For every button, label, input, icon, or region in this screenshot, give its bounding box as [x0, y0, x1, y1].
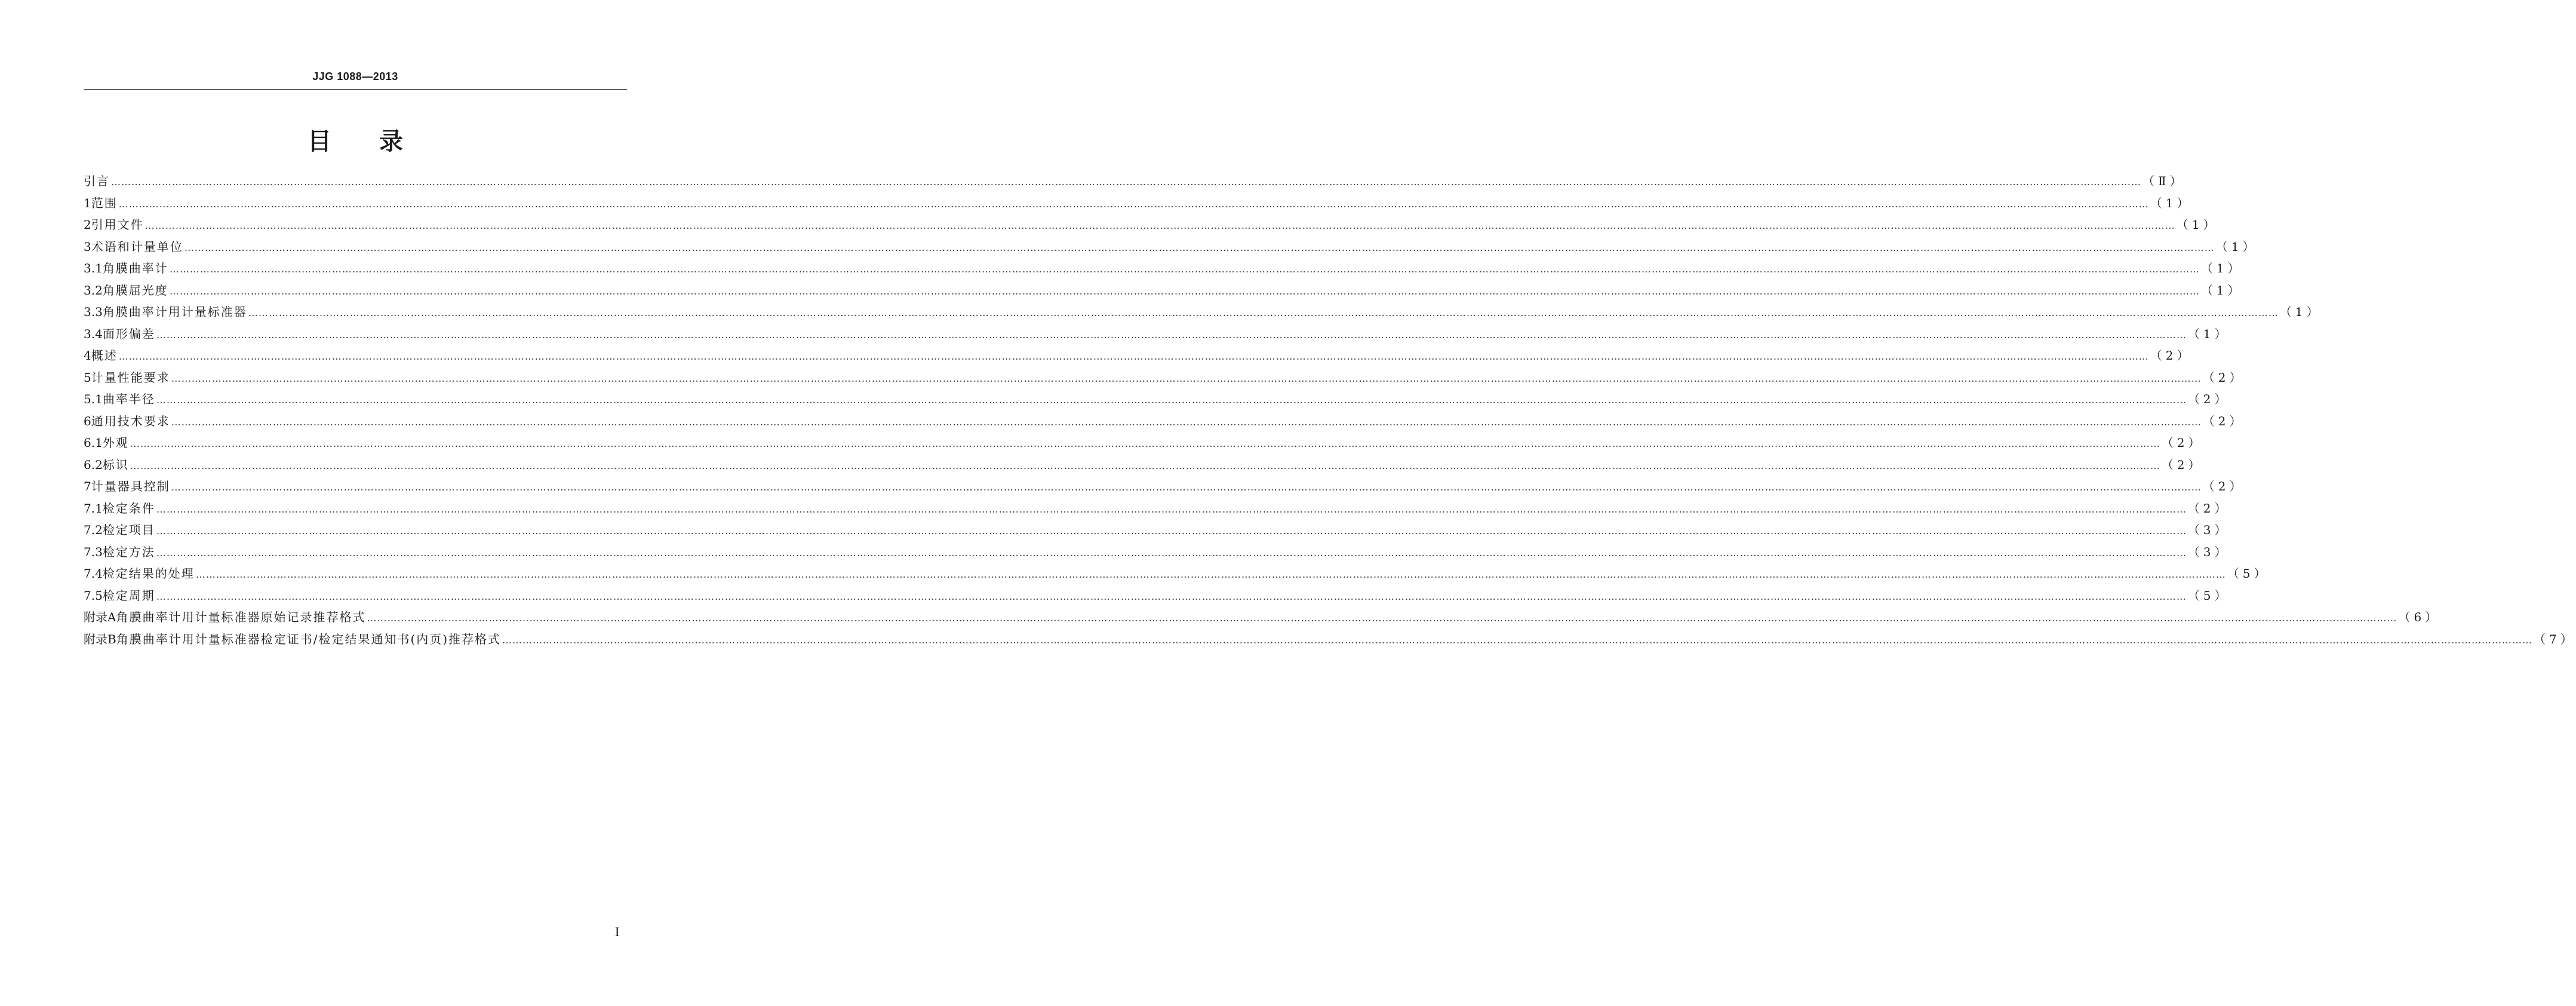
toc-entry-label: 角膜屈光度: [102, 283, 168, 297]
toc-entry-number: 7: [84, 479, 91, 493]
page-number: I: [615, 924, 620, 939]
toc-leader-dots: ……………………………………………………………………………………………………………………………………………………………………………………………………………………………………………………………………………………………………………………………………………………………………………………………………………………………………………………………………………………………………………………………………………………: [195, 569, 2226, 580]
toc-leader-dots: ……………………………………………………………………………………………………………………………………………………………………………………………………………………………………………………………………………………………………………………………………………………………………………………………………………………………………………………………………………………………………………………………………………………: [502, 634, 2533, 646]
document-code-header: JJG 1088—2013: [312, 70, 398, 82]
toc-entry-number: 3: [84, 239, 91, 254]
toc-entry-label: 范围: [91, 195, 118, 210]
toc-leader-dots: ……………………………………………………………………………………………………………………………………………………………………………………………………………………………………………………………………………………………………………………………………………………………………………………………………………………………………………………………………………………………………………………………………………………: [145, 220, 2175, 231]
toc-entry-label: 标识: [102, 457, 129, 472]
toc-entry-page: （Ⅱ）: [2142, 174, 2185, 188]
toc-entry[interactable]: [84, 520, 2230, 542]
toc-entry-number: 3.2: [84, 283, 103, 297]
toc-entry-page: （1）: [2187, 326, 2230, 341]
toc-entry-number: 4: [84, 348, 91, 363]
toc-entry[interactable]: [84, 237, 2258, 259]
toc-entry-number: 6.1: [84, 435, 103, 450]
toc-entry-page: （6）: [2398, 610, 2441, 624]
toc-leader-dots: ……………………………………………………………………………………………………………………………………………………………………………………………………………………………………………………………………………………………………………………………………………………………………………………………………………………………………………………………………………………………………………………………………………………: [130, 438, 2160, 449]
toc-entry-number: 6: [84, 413, 91, 428]
toc-entry-label: 角膜曲率计用计量标准器检定证书/检定结果通知书(内页)推荐格式: [116, 631, 502, 646]
table-of-contents: [84, 171, 2576, 651]
toc-leader-dots: ……………………………………………………………………………………………………………………………………………………………………………………………………………………………………………………………………………………………………………………………………………………………………………………………………………………………………………………………………………………………………………………………………………………: [184, 241, 2215, 253]
toc-leader-dots: ……………………………………………………………………………………………………………………………………………………………………………………………………………………………………………………………………………………………………………………………………………………………………………………………………………………………………………………………………………………………………………………………………………………: [156, 329, 2187, 341]
toc-leader-dots: ……………………………………………………………………………………………………………………………………………………………………………………………………………………………………………………………………………………………………………………………………………………………………………………………………………………………………………………………………………………………………………………………………………………: [118, 351, 2149, 362]
toc-entry[interactable]: [84, 586, 2230, 608]
toc-entry-label: 检定条件: [102, 501, 155, 516]
toc-entry-page: （2）: [2202, 413, 2245, 428]
toc-entry-page: （1）: [2215, 239, 2258, 254]
toc-leader-dots: ……………………………………………………………………………………………………………………………………………………………………………………………………………………………………………………………………………………………………………………………………………………………………………………………………………………………………………………………………………………………………………………………………………………: [111, 176, 2141, 188]
toc-entry-page: （3）: [2187, 523, 2230, 537]
toc-entry-page: （1）: [2200, 283, 2243, 297]
toc-entry[interactable]: [84, 412, 2245, 434]
toc-entry[interactable]: [84, 259, 2243, 281]
toc-entry-number: 附录A: [84, 610, 116, 624]
toc-entry[interactable]: [84, 455, 2204, 477]
toc-entry[interactable]: [84, 608, 2441, 630]
toc-leader-dots: ……………………………………………………………………………………………………………………………………………………………………………………………………………………………………………………………………………………………………………………………………………………………………………………………………………………………………………………………………………………………………………………………………………………: [171, 416, 2202, 428]
toc-entry-label: 引言: [84, 174, 110, 188]
toc-entry[interactable]: [84, 324, 2230, 346]
toc-entry-page: （2）: [2187, 501, 2230, 516]
toc-leader-dots: ……………………………………………………………………………………………………………………………………………………………………………………………………………………………………………………………………………………………………………………………………………………………………………………………………………………………………………………………………………………………………………………………………………………: [156, 547, 2187, 559]
toc-leader-dots: ……………………………………………………………………………………………………………………………………………………………………………………………………………………………………………………………………………………………………………………………………………………………………………………………………………………………………………………………………………………………………………………………………………………: [156, 503, 2187, 515]
toc-entry-label: 术语和计量单位: [91, 239, 183, 254]
toc-entry-number: 7.2: [84, 523, 103, 537]
toc-entry[interactable]: [84, 630, 2576, 652]
toc-entry[interactable]: [84, 346, 2193, 368]
toc-leader-dots: ……………………………………………………………………………………………………………………………………………………………………………………………………………………………………………………………………………………………………………………………………………………………………………………………………………………………………………………………………………………………………………………………………………………: [156, 394, 2187, 406]
toc-entry-label: 引用文件: [91, 217, 144, 232]
toc-entry-label: 计量器具控制: [91, 479, 170, 493]
toc-leader-dots: ……………………………………………………………………………………………………………………………………………………………………………………………………………………………………………………………………………………………………………………………………………………………………………………………………………………………………………………………………………………………………………………………………………………: [118, 198, 2149, 210]
toc-entry[interactable]: [84, 302, 2322, 324]
toc-entry-page: （2）: [2150, 348, 2193, 363]
toc-entry[interactable]: [84, 368, 2245, 390]
toc-entry[interactable]: [84, 389, 2230, 412]
toc-entry-page: （1）: [2279, 305, 2322, 319]
toc-entry-label: 检定方法: [102, 544, 155, 559]
toc-entry-number: 7.5: [84, 588, 103, 603]
toc-entry[interactable]: [84, 564, 2270, 586]
toc-entry-label: 角膜曲率计用计量标准器: [102, 305, 247, 319]
toc-entry-label: 检定项目: [102, 523, 155, 537]
toc-entry-number: 3.4: [84, 326, 103, 341]
toc-entry-page: （5）: [2187, 588, 2230, 603]
toc-entry-number: 7.3: [84, 544, 103, 559]
toc-entry[interactable]: [84, 477, 2245, 499]
toc-entry-label: 通用技术要求: [91, 413, 170, 428]
toc-entry[interactable]: [84, 171, 2185, 194]
toc-entry-page: （2）: [2187, 392, 2230, 406]
toc-leader-dots: ……………………………………………………………………………………………………………………………………………………………………………………………………………………………………………………………………………………………………………………………………………………………………………………………………………………………………………………………………………………………………………………………………………………: [156, 590, 2187, 602]
header-rule: [84, 89, 627, 90]
toc-leader-dots: ……………………………………………………………………………………………………………………………………………………………………………………………………………………………………………………………………………………………………………………………………………………………………………………………………………………………………………………………………………………………………………………………………………………: [248, 307, 2279, 318]
toc-entry-number: 7.4: [84, 566, 103, 581]
toc-leader-dots: ……………………………………………………………………………………………………………………………………………………………………………………………………………………………………………………………………………………………………………………………………………………………………………………………………………………………………………………………………………………………………………………………………………………: [171, 372, 2202, 384]
toc-entry-page: （3）: [2187, 544, 2230, 559]
toc-entry-page: （2）: [2161, 457, 2204, 472]
toc-entry-page: （2）: [2161, 435, 2204, 450]
toc-entry-number: 7.1: [84, 501, 103, 516]
toc-entry[interactable]: [84, 194, 2193, 216]
toc-entry-number: 1: [84, 195, 91, 210]
toc-entry[interactable]: [84, 542, 2230, 565]
page-title: 目录: [308, 128, 451, 155]
toc-entry-page: （1）: [2200, 261, 2243, 275]
toc-entry-page: （7）: [2534, 631, 2576, 646]
toc-entry-label: 面形偏差: [102, 326, 155, 341]
toc-entry-label: 检定周期: [102, 588, 155, 603]
toc-leader-dots: ……………………………………………………………………………………………………………………………………………………………………………………………………………………………………………………………………………………………………………………………………………………………………………………………………………………………………………………………………………………………………………………………………………………: [367, 612, 2397, 624]
toc-entry[interactable]: [84, 433, 2204, 455]
toc-entry-label: 概述: [91, 348, 118, 363]
toc-entry-label: 曲率半径: [102, 392, 155, 406]
toc-entry[interactable]: [84, 499, 2230, 521]
toc-entry-label: 检定结果的处理: [102, 566, 195, 581]
toc-entry-number: 6.2: [84, 457, 103, 472]
toc-entry-label: 计量性能要求: [91, 370, 170, 385]
toc-entry[interactable]: [84, 215, 2219, 237]
toc-entry-number: 2: [84, 217, 91, 232]
toc-entry-page: （1）: [2176, 217, 2219, 232]
toc-entry[interactable]: [84, 281, 2243, 303]
toc-entry-number: 附录B: [84, 631, 116, 646]
toc-entry-page: （2）: [2202, 370, 2245, 385]
toc-leader-dots: ……………………………………………………………………………………………………………………………………………………………………………………………………………………………………………………………………………………………………………………………………………………………………………………………………………………………………………………………………………………………………………………………………………………: [171, 481, 2202, 493]
toc-leader-dots: ……………………………………………………………………………………………………………………………………………………………………………………………………………………………………………………………………………………………………………………………………………………………………………………………………………………………………………………………………………………………………………………………………………………: [169, 263, 2200, 275]
toc-entry-number: 5: [84, 370, 91, 385]
toc-entry-label: 角膜曲率计用计量标准器原始记录推荐格式: [116, 610, 366, 624]
toc-entry-number: 3.3: [84, 305, 103, 319]
toc-entry-number: 3.1: [84, 261, 103, 275]
toc-entry-page: （2）: [2202, 479, 2245, 493]
toc-entry-page: （1）: [2150, 195, 2193, 210]
toc-leader-dots: ……………………………………………………………………………………………………………………………………………………………………………………………………………………………………………………………………………………………………………………………………………………………………………………………………………………………………………………………………………………………………………………………………………………: [156, 525, 2187, 536]
toc-entry-label: 外观: [102, 435, 129, 450]
toc-entry-page: （5）: [2227, 566, 2270, 581]
toc-leader-dots: ……………………………………………………………………………………………………………………………………………………………………………………………………………………………………………………………………………………………………………………………………………………………………………………………………………………………………………………………………………………………………………………………………………………: [169, 285, 2200, 297]
toc-entry-label: 角膜曲率计: [102, 261, 168, 275]
toc-entry-number: 5.1: [84, 392, 103, 406]
toc-leader-dots: ……………………………………………………………………………………………………………………………………………………………………………………………………………………………………………………………………………………………………………………………………………………………………………………………………………………………………………………………………………………………………………………………………………………: [130, 459, 2160, 471]
